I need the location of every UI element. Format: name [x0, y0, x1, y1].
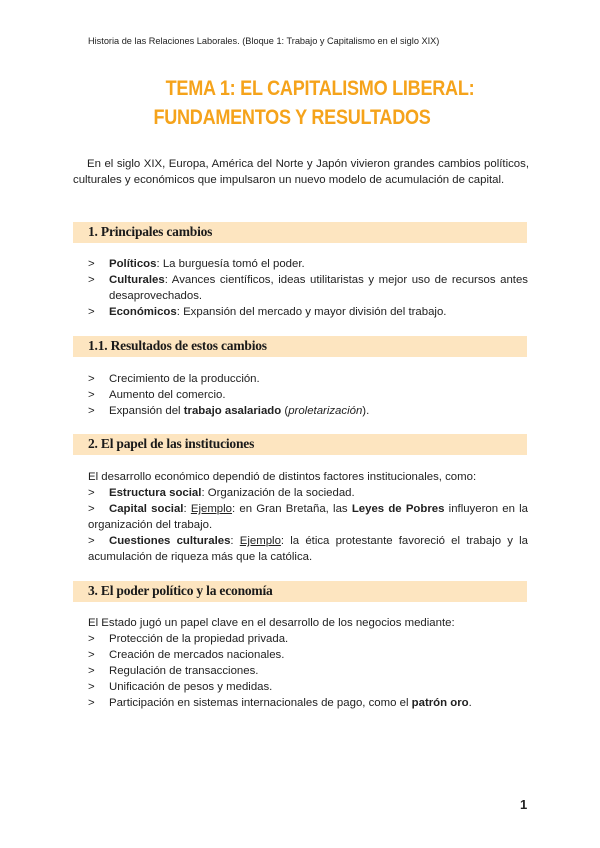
list-marker: > [88, 681, 95, 693]
section-3-lead: El Estado jugó un papel clave en el desarrollo de los negocios mediante: [88, 617, 455, 629]
list-marker: > [88, 535, 95, 547]
section-heading-1-text: 1. Principales cambios [88, 224, 213, 239]
list-marker: > [88, 274, 95, 286]
section-2-list [88, 485, 528, 565]
section-heading-3 [73, 581, 527, 602]
list-item: > Participación en sistemas internacionales de pago, como el patrón oro. [88, 697, 472, 709]
list-item: > Capital social: Ejemplo: en Gran Bretaña, las Leyes de Pobres influyeron en la organización del trabajo. [88, 503, 528, 531]
intro-paragraph: En el siglo XIX, Europa, América del Norte y Japón vivieron grandes cambios políticos, culturales y económicos que impulsaron un nuevo modelo de acumulación de capital. [73, 158, 529, 186]
list-marker: > [88, 665, 95, 677]
section-2-lead: El desarrollo económico dependió de distintos factores institucionales, como: [88, 471, 477, 483]
list-marker: > [88, 633, 95, 645]
list-item: > Crecimiento de la producción. [88, 373, 260, 385]
list-marker: > [88, 389, 95, 401]
list-marker: > [88, 258, 95, 270]
section-heading-2 [73, 434, 527, 455]
list-item: > Cuestiones culturales: Ejemplo: la ética protestante favoreció el trabajo y la acumulación de riqueza más que la católica. [88, 535, 528, 563]
list-item: > Estructura social: Organización de la sociedad. [88, 487, 355, 499]
running-header: Historia de las Relaciones Laborales. (Bloque 1: Trabajo y Capitalismo en el siglo XIX) [88, 36, 440, 46]
section-heading-1-1-text: 1.1. Resultados de estos cambios [88, 338, 267, 353]
section-3-list [88, 631, 528, 711]
list-item: > Aumento del comercio. [88, 389, 226, 401]
page-title-line-1: TEMA 1: EL CAPITALISMO LIBERAL: [165, 77, 475, 100]
list-marker: > [88, 405, 95, 417]
list-item: > Políticos: La burguesía tomó el poder. [88, 258, 305, 270]
list-marker: > [88, 697, 95, 709]
list-marker: > [88, 306, 95, 318]
section-heading-1 [73, 222, 527, 243]
section-heading-2-text: 2. El papel de las instituciones [88, 436, 255, 451]
list-marker: > [88, 503, 95, 515]
list-item: > Culturales: Avances científicos, ideas utilitaristas y mejor uso de recursos antes desaprovechados. [88, 274, 528, 302]
section-heading-1-1 [73, 336, 527, 357]
list-item: > Expansión del trabajo asalariado (proletarización). [88, 405, 370, 417]
list-marker: > [88, 487, 95, 499]
page-number: 1 [520, 797, 528, 812]
list-item: > Regulación de transacciones. [88, 665, 259, 677]
list-item: > Económicos: Expansión del mercado y mayor división del trabajo. [88, 306, 447, 318]
page-title-line-2: FUNDAMENTOS Y RESULTADOS [153, 106, 431, 129]
section-1-list [88, 256, 528, 320]
section-heading-3-text: 3. El poder político y la economía [88, 583, 273, 598]
section-1-1-list [88, 371, 528, 419]
list-item: > Protección de la propiedad privada. [88, 633, 289, 645]
list-item: > Creación de mercados nacionales. [88, 649, 285, 661]
list-item: > Unificación de pesos y medidas. [88, 681, 273, 693]
list-marker: > [88, 649, 95, 661]
list-marker: > [88, 373, 95, 385]
